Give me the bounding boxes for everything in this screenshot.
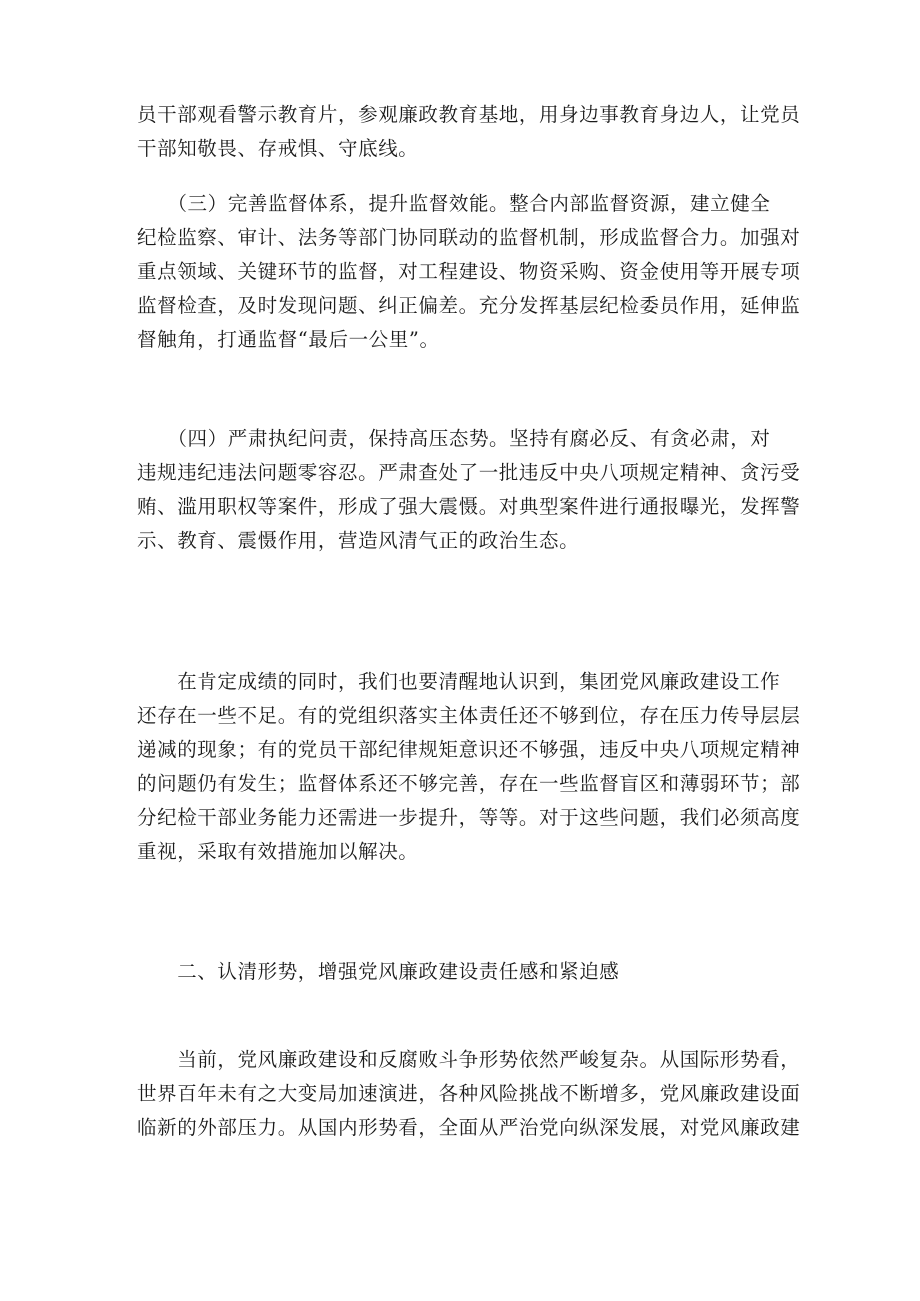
text-line: 分纪检干部业务能力还需进一步提升，等等。对于这些问题，我们必须高度: [137, 806, 801, 829]
text-line: 督触角，打通监督“最后一公里”。: [137, 328, 440, 351]
paragraph-continuation: [137, 98, 801, 166]
paragraph-section-four: [137, 422, 801, 558]
paragraph-shortcomings: [137, 665, 801, 869]
section-heading: [137, 955, 792, 989]
text-line: 纪检监察、审计、法务等部门协同联动的监督机制，形成监督合力。加强对: [137, 226, 801, 249]
text-line: 贿、滥用职权等案件，形成了强大震慑。对典型案件进行通报曝光，发挥警: [137, 495, 801, 518]
text-line: 示、教育、震慑作用，营造风清气正的政治生态。: [137, 529, 580, 552]
text-line: 当前，党风廉政建设和反腐败斗争形势依然严峻复杂。从国际形势看，: [137, 1048, 801, 1071]
text-line: （三）完善监督体系，提升监督效能。整合内部监督资源，建立健全: [137, 192, 771, 215]
text-line: 员干部观看警示教育片，参观廉政教育基地，用身边事教育身边人，让党员: [137, 103, 801, 126]
text-line: 世界百年未有之大变局加速演进，各种风险挑战不断增多，党风廉政建设面: [137, 1082, 801, 1105]
text-line: 还存在一些不足。有的党组织落实主体责任还不够到位，存在压力传导层层: [137, 704, 801, 727]
text-line: 重点领域、关键环节的监督，对工程建设、物资采购、资金使用等开展专项: [137, 260, 801, 283]
paragraph-situation: [137, 1043, 801, 1145]
text-line: （四）严肃执纪问责，保持高压态势。坚持有腐必反、有贪必肃，对: [137, 427, 771, 450]
text-line: 的问题仍有发生；监督体系还不够完善，存在一些监督盲区和薄弱环节；部: [137, 772, 801, 795]
text-line: 临新的外部压力。从国内形势看，全面从严治党向纵深发展，对党风廉政建: [137, 1116, 801, 1139]
text-line: 在肯定成绩的同时，我们也要清醒地认识到，集团党风廉政建设工作: [137, 670, 781, 693]
text-line: 重视，采取有效措施加以解决。: [137, 840, 419, 863]
text-line: 违规违纪违法问题零容忍。严肃查处了一批违反中央八项规定精神、贪污受: [137, 461, 801, 484]
text-line: 递减的现象；有的党员干部纪律规矩意识还不够强，违反中央八项规定精神: [137, 738, 801, 761]
text-line: 监督检查，及时发现问题、纠正偏差。充分发挥基层纪检委员作用，延伸监: [137, 294, 801, 317]
heading-line: 二、认清形势，增强党风廉政建设责任感和紧迫感: [137, 960, 620, 983]
text-line: 干部知敬畏、存戒惧、守底线。: [137, 137, 419, 160]
paragraph-section-three: [137, 187, 801, 357]
